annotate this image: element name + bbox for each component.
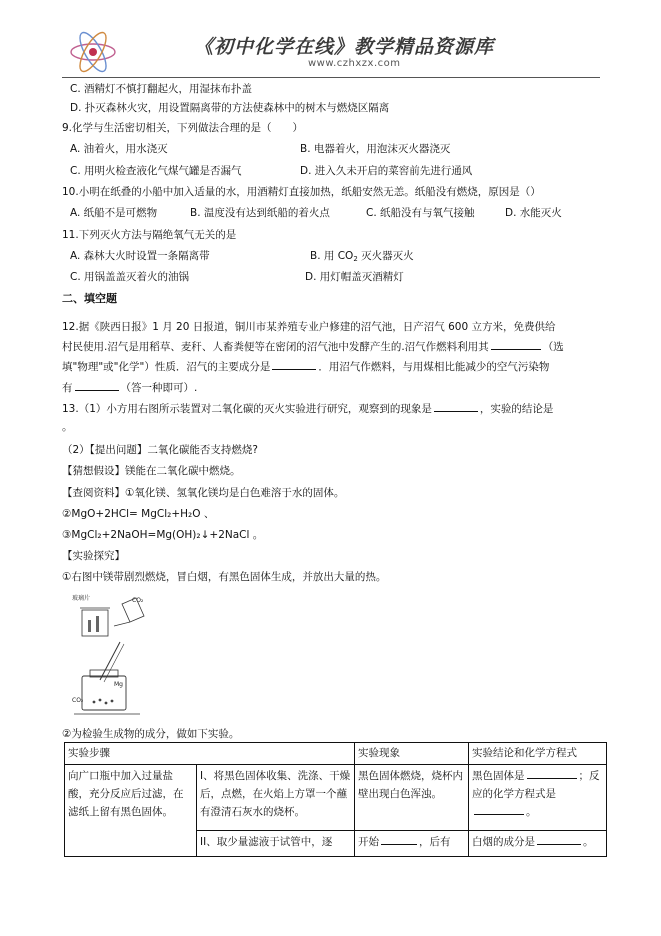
banner-url: www.czhxzx.com bbox=[308, 58, 401, 69]
q10-option-a: A. 纸船不是可燃物 bbox=[70, 207, 158, 219]
q13-guess: 【猜想假设】镁能在二氧化碳中燃烧。 bbox=[62, 465, 241, 477]
q12-line-3: 填"物理"或"化学"）性质．沼气的主要成分是 ．用沼气作燃料，与用煤相比能减少的空气污染物 bbox=[62, 361, 550, 373]
q13-equation-3: ③MgCl₂+2NaOH=Mg(OH)₂↓+2NaCl 。 bbox=[62, 529, 264, 541]
header-banner bbox=[62, 26, 602, 78]
figure-label-co2-bottom: CO₂ bbox=[72, 697, 84, 704]
q12-blank-2[interactable] bbox=[272, 360, 316, 370]
q8-option-d: D. 扑灭森林火灾，用设置隔离带的方法使森林中的树木与燃烧区隔离 bbox=[70, 102, 390, 114]
atom-logo-icon bbox=[68, 30, 118, 74]
q9-option-d: D. 进入久未开启的菜窖前先进行通风 bbox=[300, 165, 473, 177]
q12-blank-3[interactable] bbox=[75, 381, 119, 391]
q13-line-1: 13.（1）小方用右图所示装置对二氧化碳的灭火实验进行研究，观察到的现象是 ，实验的结论是 bbox=[62, 403, 554, 415]
q13-part-2: （2）【提出问题】二氧化碳能否支持燃烧? bbox=[62, 444, 259, 456]
q10-option-d: D. 水能灭火 bbox=[505, 207, 562, 219]
header-divider bbox=[62, 77, 600, 78]
q11-option-a: A. 森林大火时设置一条隔离带 bbox=[70, 250, 210, 262]
banner-title: 《初中化学在线》教学精品资源库 bbox=[194, 36, 495, 58]
q12-blank-1[interactable] bbox=[491, 340, 541, 350]
q13-equation-2: ②MgO+2HCl= MgCl₂+H₂O 、 bbox=[62, 508, 215, 520]
table-blank-start[interactable] bbox=[381, 835, 417, 845]
table-cell-phenomenon-2: 开始 ，后有 bbox=[355, 830, 469, 856]
q9-option-b: B. 电器着火，用泡沫灭火器浇灭 bbox=[300, 143, 451, 155]
q13-reference: 【查阅资料】①氧化镁、氢氧化镁均是白色难溶于水的固体。 bbox=[62, 487, 345, 499]
q11-option-b: B. 用 $CO_2$ 灭火器灭火 bbox=[310, 250, 414, 263]
q11-stem: 11.下列灭火方法与隔绝氧气无关的是 bbox=[62, 229, 237, 241]
table-blank-black-solid[interactable] bbox=[527, 769, 577, 779]
table-cell-step-1: I、将黑色固体收集、洗涤、干燥后，点燃，在火焰上方罩一个蘸有澄清石灰水的烧杯。 bbox=[197, 765, 355, 831]
q13-line-1-end: 。 bbox=[62, 421, 73, 433]
q10-option-c: C. 纸船没有与氧气接触 bbox=[366, 207, 475, 219]
experiment-table bbox=[64, 742, 607, 857]
table-row bbox=[65, 765, 607, 831]
q12-line-1: 12.据《陕西日报》1 月 20 日报道，铜川市某养殖专业户修建的沼气池，日产沼气 600 立方米，免费供给 bbox=[62, 321, 556, 333]
table-blank-equation[interactable] bbox=[474, 805, 524, 815]
figure-label-glass: 玻璃片 bbox=[72, 595, 91, 602]
q13-observation-1: ①右图中镁带剧烈燃烧，冒白烟，有黑色固体生成，并放出大量的热。 bbox=[62, 571, 387, 583]
q10-stem: 10.小明在纸叠的小船中加入适量的水，用酒精灯直接加热，纸船安然无恙。纸船没有燃烧，原因是（） bbox=[62, 186, 541, 198]
section-heading-fill-blank: 二、填空题 bbox=[62, 292, 117, 305]
q13-explore-heading: 【实验探究】 bbox=[62, 550, 125, 562]
q11-option-d: D. 用灯帽盖灭酒精灯 bbox=[305, 271, 404, 283]
q9-option-a: A. 油着火，用水浇灭 bbox=[70, 143, 168, 155]
figure-label-mg: Mg bbox=[114, 681, 123, 688]
table-cell-step-2: II、取少量滤液于试管中，逐 bbox=[197, 830, 355, 856]
q12-line-4: 有 （答一种即可）. bbox=[62, 382, 198, 394]
experiment-figure bbox=[70, 590, 160, 720]
q9-stem: 9.化学与生活密切相关，下列做法合理的是（ ） bbox=[62, 122, 304, 134]
table-cell-conclusion-1: 黑色固体是 ；反应的化学方程式是 。 bbox=[469, 765, 607, 831]
figure-label-co2-top: CO₂ bbox=[132, 597, 144, 604]
table-cell-conclusion-2: 白烟的成分是 。 bbox=[469, 830, 607, 856]
q9-option-c: C. 用明火检查液化气煤气罐是否漏气 bbox=[70, 165, 242, 177]
q8-option-c: C. 酒精灯不慎打翻起火，用湿抹布扑盖 bbox=[70, 83, 253, 95]
table-header-conclusion: 实验结论和化学方程式 bbox=[469, 743, 607, 765]
q13-blank-1[interactable] bbox=[434, 402, 478, 412]
q12-line-2: 村民使用.沼气是用稻草、麦秆、人畜粪便等在密闭的沼气池中发酵产生的.沼气作燃料利用其 （选 bbox=[62, 341, 564, 353]
table-blank-white-smoke[interactable] bbox=[537, 835, 581, 845]
q11-option-c: C. 用锅盖盖灭着火的油锅 bbox=[70, 271, 190, 283]
table-cell-phenomenon-1: 黑色固体燃烧，烧杯内壁出现白色浑浊。 bbox=[355, 765, 469, 831]
table-header-phenomena: 实验现象 bbox=[355, 743, 469, 765]
table-cell-step-main: 向广口瓶中加入过量盐酸，充分反应后过滤，在滤纸上留有黑色固体。 bbox=[65, 765, 197, 857]
q13-observation-2: ②为检验生成物的成分，做如下实验。 bbox=[62, 728, 240, 740]
table-header-row bbox=[65, 743, 607, 765]
table-header-steps: 实验步骤 bbox=[65, 743, 355, 765]
q10-option-b: B. 温度没有达到纸船的着火点 bbox=[190, 207, 330, 219]
